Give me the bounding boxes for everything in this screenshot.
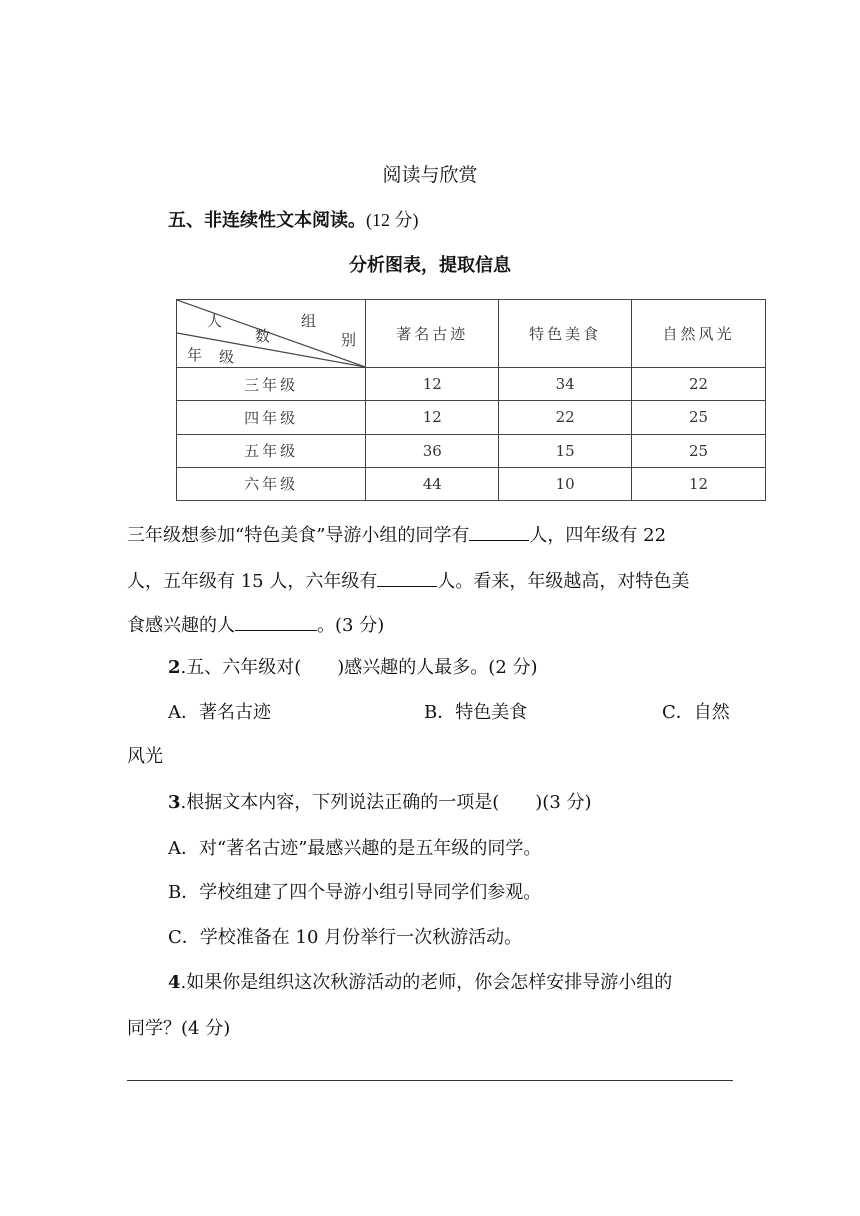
corner-label-grade: 级 bbox=[219, 348, 235, 366]
table-cell: 36 bbox=[366, 434, 499, 467]
table-cell: 44 bbox=[366, 467, 499, 500]
q4-answer-line[interactable] bbox=[127, 1080, 733, 1081]
q3-text: .根据文本内容，下列说法正确的一项是( )(3 分) bbox=[180, 792, 592, 813]
corner-label-year: 年 bbox=[187, 346, 203, 364]
q2-option-c-continued: 风光 bbox=[127, 746, 163, 767]
q1-text: 人。看来，年级越高，对特色美 bbox=[437, 571, 690, 592]
row-header-grade: 五年级 bbox=[177, 434, 366, 467]
table-row bbox=[177, 368, 766, 401]
q3-option-b[interactable]: B．学校组建了四个导游小组引导同学们参观。 bbox=[168, 882, 542, 903]
question-heading bbox=[168, 206, 419, 232]
q2-text: .五、六年级对( )感兴趣的人最多。(2 分) bbox=[180, 657, 538, 678]
q2-option-b[interactable]: B．特色美食 bbox=[424, 702, 528, 723]
table-cell: 22 bbox=[499, 401, 632, 434]
q4-stem bbox=[168, 974, 672, 992]
q3-stem bbox=[168, 794, 592, 812]
corner-label-group: 组 bbox=[301, 312, 317, 330]
corner-label-people: 人 bbox=[207, 312, 223, 330]
q4-stem-continued: 同学？(4 分) bbox=[127, 1018, 231, 1039]
heading-text: 五、非连续性文本阅读。 bbox=[168, 210, 366, 231]
row-header-grade: 六年级 bbox=[177, 467, 366, 500]
q3-number: 3 bbox=[168, 792, 181, 813]
q2-option-a[interactable]: A．著名古迹 bbox=[168, 702, 271, 723]
table-cell: 25 bbox=[632, 401, 766, 434]
row-header-grade: 三年级 bbox=[177, 368, 366, 401]
q1-text: 人，四年级有 22 bbox=[529, 525, 667, 546]
table-row bbox=[177, 467, 766, 500]
q2-number: 2 bbox=[168, 657, 181, 678]
q1-answer-blank-1[interactable] bbox=[469, 524, 529, 541]
q2-option-c[interactable]: C．自然 bbox=[662, 702, 730, 723]
q1-line-3 bbox=[127, 614, 384, 635]
subheading: 分析图表，提取信息 bbox=[349, 255, 511, 276]
row-header-grade: 四年级 bbox=[177, 401, 366, 434]
table-header-row bbox=[177, 300, 766, 368]
q1-line-1 bbox=[127, 524, 666, 545]
table-row bbox=[177, 401, 766, 434]
heading-score: (12 分) bbox=[366, 210, 419, 230]
q3-option-a[interactable]: A．对“著名古迹”最感兴趣的是五年级的同学。 bbox=[168, 838, 542, 859]
q1-text: 三年级想参加“特色美食”导游小组的同学有 bbox=[127, 525, 470, 546]
q4-text: .如果你是组织这次秋游活动的老师，你会怎样安排导游小组的 bbox=[180, 972, 673, 993]
q1-text: 。(3 分) bbox=[317, 615, 385, 636]
corner-label-number: 数 bbox=[255, 327, 271, 345]
table-cell: 12 bbox=[366, 401, 499, 434]
q1-text: 食感兴趣的人 bbox=[127, 615, 235, 636]
table-cell: 34 bbox=[499, 368, 632, 401]
diagonal-lines bbox=[177, 300, 365, 367]
data-table bbox=[176, 299, 766, 501]
table-cell: 15 bbox=[499, 434, 632, 467]
column-header-local-food: 特色美食 bbox=[499, 300, 632, 368]
q2-stem bbox=[168, 659, 538, 677]
column-header-historic-sites: 著名古迹 bbox=[366, 300, 499, 368]
corner-label-type: 别 bbox=[341, 331, 357, 349]
q4-number: 4 bbox=[168, 972, 181, 993]
q1-line-2 bbox=[127, 570, 689, 591]
table-cell: 22 bbox=[632, 368, 766, 401]
section-title: 阅读与欣赏 bbox=[382, 164, 478, 186]
table-cell: 10 bbox=[499, 467, 632, 500]
q3-option-c[interactable]: C．学校准备在 10 月份举行一次秋游活动。 bbox=[168, 927, 523, 948]
q1-answer-blank-2[interactable] bbox=[377, 570, 437, 587]
column-header-scenery: 自然风光 bbox=[632, 300, 766, 368]
q1-answer-blank-3[interactable] bbox=[235, 614, 317, 631]
table-cell: 25 bbox=[632, 434, 766, 467]
table-cell: 12 bbox=[366, 368, 499, 401]
q1-text: 人，五年级有 15 人，六年级有 bbox=[127, 571, 378, 592]
diagonal-header-cell bbox=[177, 300, 366, 368]
table-cell: 12 bbox=[632, 467, 766, 500]
table-row bbox=[177, 434, 766, 467]
